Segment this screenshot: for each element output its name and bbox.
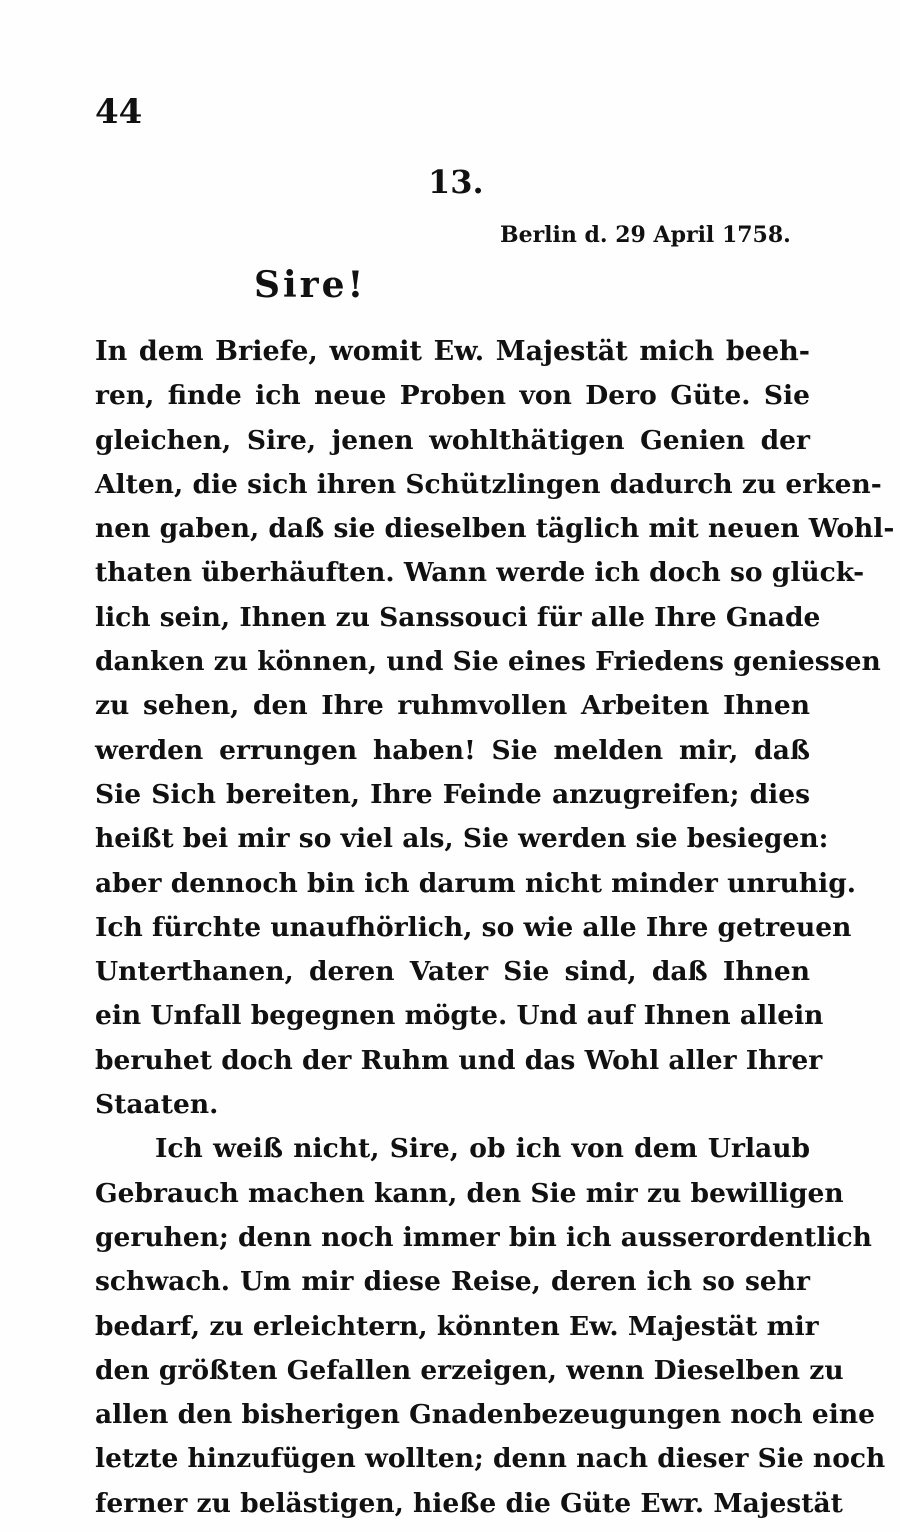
text-line: letzte hinzufügen wollten; denn nach dieser Sie noch (95, 1443, 886, 1475)
dateline: Berlin d. 29 April 1758. (500, 222, 791, 248)
text-line: beruhet doch der Ruhm und das Wohl aller Ihrer (95, 1044, 823, 1076)
text-line: nen gaben, daß sie dieselben täglich mit neuen Wohl- (95, 513, 895, 545)
text-line: allen den bisherigen Gnadenbezeugungen noch eine (95, 1399, 875, 1431)
salutation: Sire! (254, 264, 367, 306)
text-line: geruhen; denn noch immer bin ich ausserordentlich (95, 1221, 872, 1253)
text-line: den größten Gefallen erzeigen, wenn Dieselben zu (95, 1354, 844, 1386)
text-line: danken zu können, und Sie eines Friedens geniessen (95, 646, 881, 678)
text-line: aber dennoch bin ich darum nicht minder unruhig. (95, 867, 856, 899)
text-line: werden errungen haben! Sie melden mir, daß (95, 734, 810, 766)
text-line: lich sein, Ihnen zu Sanssouci für alle Ihre Gnade (95, 601, 821, 633)
letter-number: 13. (428, 163, 484, 201)
text-line: Ich fürchte unaufhörlich, so wie alle Ihre getreuen (95, 911, 852, 943)
text-line: zu sehen, den Ihre ruhmvollen Arbeiten Ihnen (95, 690, 810, 722)
text-line: Gebrauch machen kann, den Sie mir zu bewilligen (95, 1177, 844, 1209)
letter-body (95, 330, 895, 1526)
text-line: Sie Sich bereiten, Ihre Feinde anzugreifen; dies (95, 778, 810, 810)
page-number: 44 (95, 92, 143, 132)
text-line: Alten, die sich ihren Schützlingen dadurch zu erken- (95, 468, 882, 500)
text-line: bedarf, zu erleichtern, könnten Ew. Majestät mir (95, 1310, 819, 1342)
text-line: ren, finde ich neue Proben von Dero Güte. Sie (95, 380, 810, 412)
text-line: thaten überhäuften. Wann werde ich doch so glück- (95, 557, 865, 589)
text-line: In dem Briefe, womit Ew. Majestät mich beeh- (95, 336, 810, 367)
text-line: ein Unfall begegnen mögte. Und auf Ihnen allein (95, 1000, 824, 1032)
text-line: gleichen, Sire, jenen wohlthätigen Genien der (95, 424, 810, 456)
text-line: heißt bei mir so viel als, Sie werden sie besiegen: (95, 823, 829, 855)
text-line: ferner zu belästigen, hieße die Güte Ewr. Majestät (95, 1487, 843, 1519)
text-line: Staaten. (95, 1089, 219, 1121)
text-line: schwach. Um mir diese Reise, deren ich so sehr (95, 1266, 810, 1298)
text-line: Unterthanen, deren Vater Sie sind, daß Ihnen (95, 956, 810, 988)
text-line: Ich weiß nicht, Sire, ob ich von dem Urlaub (155, 1133, 810, 1165)
